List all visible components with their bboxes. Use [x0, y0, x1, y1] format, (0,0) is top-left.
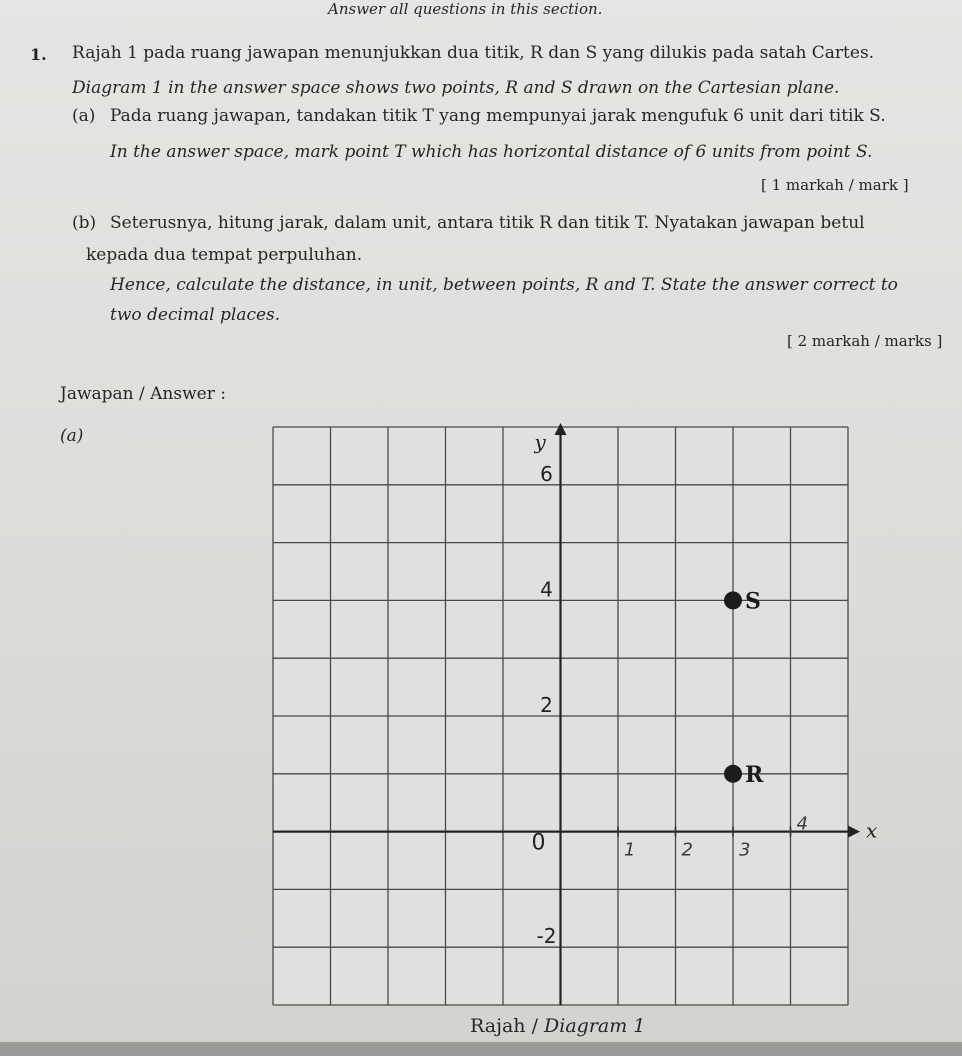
question-number: 1. [30, 45, 47, 64]
part-a-malay: Pada ruang jawapan, tandakan titik T yang mempunyai jarak mengufuk 6 unit dari titik S. [110, 106, 886, 126]
part-a-english: In the answer space, mark point T which has horizontal distance of 6 units from point S. [110, 142, 873, 162]
caption-english: Diagram 1 [544, 1015, 646, 1037]
part-a-label: (a) [72, 106, 96, 126]
answer-label: Jawapan / Answer : [60, 384, 226, 404]
part-b-marks: [ 2 markah / marks ] [787, 332, 943, 350]
diagram-caption [470, 1015, 645, 1037]
part-b-english-line2: two decimal places. [110, 305, 281, 325]
question-intro-malay: Rajah 1 pada ruang jawapan menunjukkan dua titik, R dan S yang dilukis pada satah Cartes. [72, 43, 875, 63]
point-s-label: S [745, 588, 761, 615]
point-s-marker [724, 591, 742, 609]
y-tick-label: 2 [540, 693, 553, 717]
x-axis-arrow [848, 826, 860, 838]
y-tick-label: -2 [536, 924, 557, 949]
section-instruction: Answer all questions in this section. [328, 0, 603, 18]
y-tick-label: 4 [540, 577, 553, 602]
answer-part-label: (a) [60, 426, 84, 446]
y-tick-label: 6 [540, 461, 553, 486]
caption-malay: Rajah / [470, 1015, 545, 1037]
part-a-marks: [ 1 markah / mark ] [761, 176, 909, 194]
cartesian-plane[interactable] [268, 425, 878, 1014]
page-bottom-edge [0, 1042, 962, 1056]
y-tick-label: 0 [531, 830, 546, 856]
x-tick-label: 2 [681, 839, 693, 861]
part-b-malay-line2: kepada dua tempat perpuluhan. [86, 245, 363, 265]
x-tick-label: 4 [796, 813, 808, 835]
x-tick-label: 3 [739, 839, 751, 861]
y-axis-label: y [534, 430, 546, 454]
x-tick-label: 1 [624, 839, 636, 861]
point-r-marker [724, 765, 742, 783]
cartesian-plane-svg[interactable] [268, 425, 878, 1010]
x-axis-label: x [866, 818, 878, 843]
part-b-malay-line1: Seterusnya, hitung jarak, dalam unit, antara titik R dan titik T. Nyatakan jawapan betul [110, 213, 865, 233]
part-b-label: (b) [72, 213, 97, 233]
point-r-label: R [745, 761, 764, 788]
part-b-english-line1: Hence, calculate the distance, in unit, between points, R and T. State the answer correct to [110, 275, 898, 295]
question-intro-english: Diagram 1 in the answer space shows two points, R and S drawn on the Cartesian plane. [72, 78, 840, 98]
